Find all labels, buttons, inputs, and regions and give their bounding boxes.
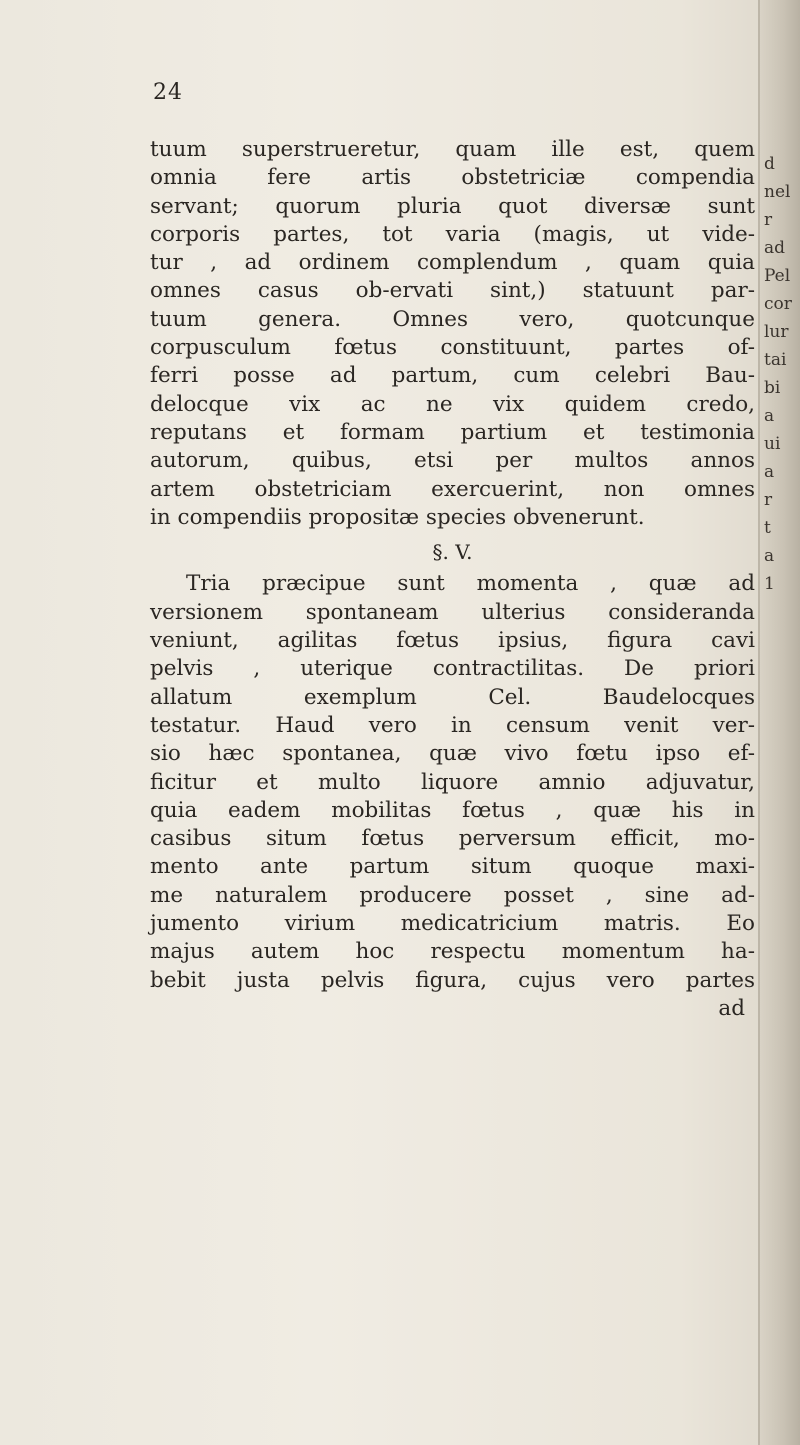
text-line: tuum genera. Omnes vero, quotcunque [150,306,755,332]
text-line: in compendiis propositæ species obvenerunt. [150,504,645,530]
text-line: corporis partes, tot varia (magis, ut vide- [150,221,755,247]
text-line: tur , ad ordinem complendum , quam quia [150,250,755,276]
facing-page-fragments [764,150,800,598]
text-line: corpusculum fœtus constituunt, partes of- [150,335,755,361]
section-heading: §. V. [432,540,473,565]
margin-fragment: Pel [764,266,791,286]
margin-fragment: cor [764,294,792,314]
paragraph-2 [150,570,755,994]
text-line: quia eadem mobilitas fœtus , quæ his in [150,797,755,823]
margin-fragment: ad [764,238,786,258]
text-line: versionem spontaneam ulterius consideranda [150,599,755,625]
text-line: ficitur et multo liquore amnio adjuvatur, [150,769,755,795]
text-line: Tria præcipue sunt momenta , quæ ad [186,571,755,597]
text-line: majus autem hoc respectu momentum ha- [150,939,755,965]
text-line: sio hæc spontanea, quæ vivo fœtu ipso ef- [150,741,755,767]
text-line: tuum superstrueretur, quam ille est, quem [150,137,755,162]
text-line: autorum, quibus, etsi per multos annos [150,448,755,474]
margin-fragment: ui [764,434,781,454]
margin-fragment: 1 [764,574,775,594]
text-line: reputans et formam partium et testimonia [150,419,755,445]
margin-fragment: r [764,490,773,510]
margin-fragment: lur [764,322,789,342]
body-text [150,136,755,1023]
margin-fragment: tai [764,350,787,370]
text-line: bebit justa pelvis figura, cujus vero partes [150,967,755,993]
text-line: veniunt, agilitas fœtus ipsius, figura cavi [150,628,755,654]
margin-fragment: bi [764,378,781,398]
text-line: allatum exemplum Cel. Baudelocques [150,684,755,710]
catchword: ad [718,995,745,1021]
margin-fragment: a [764,406,775,426]
text-line: delocque vix ac ne vix quidem credo, [150,391,755,417]
margin-fragment: d [764,154,775,174]
text-line: me naturalem producere posset , sine ad- [150,882,755,908]
text-line: casibus situm fœtus perversum efficit, mo- [150,826,755,852]
margin-fragment: a [764,546,775,566]
margin-fragment: nel [764,182,791,202]
text-line: testatur. Haud vero in censum venit ver- [150,712,755,738]
text-line: omnes casus ob-ervati sint,) statuunt par- [150,278,755,304]
text-line: pelvis , uterique contractilitas. De priori [150,656,755,682]
text-line: ferri posse ad partum, cum celebri Bau- [150,363,755,389]
text-line: servant; quorum pluria quot diversæ sunt [150,193,755,219]
text-line: mento ante partum situm quoque maxi- [150,854,755,880]
text-line: omnia fere artis obstetriciæ compendia [150,165,755,191]
gutter-fold [758,0,760,1445]
text-line: artem obstetriciam exercuerint, non omnes [150,476,755,502]
margin-fragment: a [764,462,775,482]
margin-fragment: r [764,210,773,230]
page-number: 24 [153,80,183,105]
margin-fragment: t [764,518,771,538]
paragraph-1 [150,136,755,532]
text-line: jumento virium medicatricium matris. Eo [150,911,755,937]
